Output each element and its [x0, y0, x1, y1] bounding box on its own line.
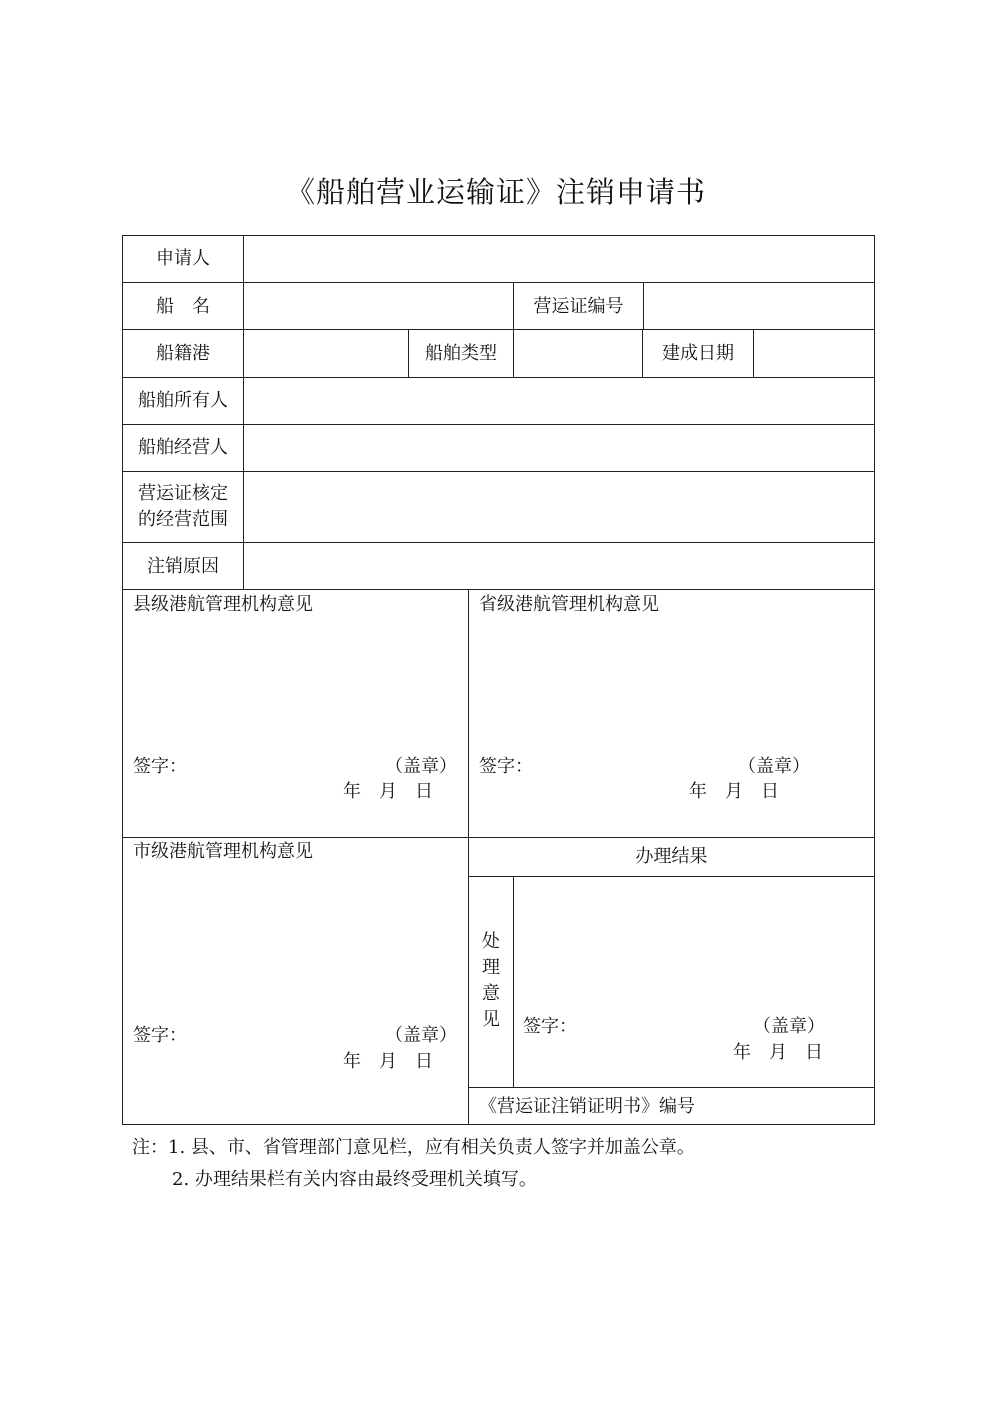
- cancellation-reason-field[interactable]: [244, 543, 873, 589]
- result-sign-label: 签字：: [523, 1016, 577, 1037]
- county-seal-label: （盖章）: [385, 756, 457, 777]
- ship-type-field[interactable]: [514, 330, 641, 377]
- city-sign-label: 签字：: [133, 1025, 187, 1046]
- province-sign-label: 签字：: [479, 756, 533, 777]
- applicant-field[interactable]: [244, 236, 873, 282]
- ship-type-label: 船舶类型: [425, 343, 497, 364]
- ship-name-label: 船 名: [156, 296, 210, 317]
- registry-port-label: 船籍港: [156, 343, 210, 364]
- license-number-field[interactable]: [644, 283, 873, 329]
- applicant-label: 申请人: [156, 248, 210, 269]
- result-seal-label: （盖章）: [753, 1016, 825, 1037]
- cancellation-reason-label: 注销原因: [147, 556, 219, 577]
- city-date-label: 年 月 日: [343, 1051, 433, 1072]
- city-seal-label: （盖章）: [385, 1025, 457, 1046]
- result-heading: 办理结果: [635, 846, 708, 867]
- ship-operator-field[interactable]: [244, 425, 873, 471]
- county-sign-label: 签字：: [133, 756, 187, 777]
- processing-opinion-label: 处理意见: [482, 931, 500, 1030]
- ship-owner-field[interactable]: [244, 378, 873, 424]
- business-scope-label-line2: 的经营范围: [138, 509, 228, 530]
- ship-operator-label: 船舶经营人: [138, 437, 228, 458]
- province-seal-label: （盖章）: [738, 756, 810, 777]
- city-opinion-heading: 市级港航管理机构意见: [133, 841, 313, 862]
- application-form-table: [122, 235, 875, 1125]
- build-date-label: 建成日期: [662, 343, 734, 364]
- county-opinion-heading: 县级港航管理机构意见: [133, 594, 313, 615]
- province-opinion-heading: 省级港航管理机构意见: [479, 594, 659, 615]
- note-1: 注：1. 县、市、省管理部门意见栏，应有相关负责人签字并加盖公章。: [132, 1137, 695, 1158]
- note-2: 2. 办理结果栏有关内容由最终受理机关填写。: [172, 1169, 537, 1190]
- business-scope-label-line1: 营运证核定: [138, 483, 228, 504]
- registry-port-field[interactable]: [244, 330, 407, 377]
- result-date-label: 年 月 日: [733, 1042, 823, 1063]
- ship-owner-label: 船舶所有人: [138, 390, 228, 411]
- county-date-label: 年 月 日: [343, 781, 433, 802]
- page-title: 《船舶营业运输证》注销申请书: [285, 175, 706, 209]
- business-scope-field[interactable]: [244, 472, 873, 542]
- certificate-number-label: 《营运证注销证明书》编号: [479, 1096, 695, 1117]
- ship-name-field[interactable]: [244, 283, 512, 329]
- province-date-label: 年 月 日: [689, 781, 779, 802]
- build-date-field[interactable]: [754, 330, 873, 377]
- license-number-label: 营运证编号: [533, 296, 624, 317]
